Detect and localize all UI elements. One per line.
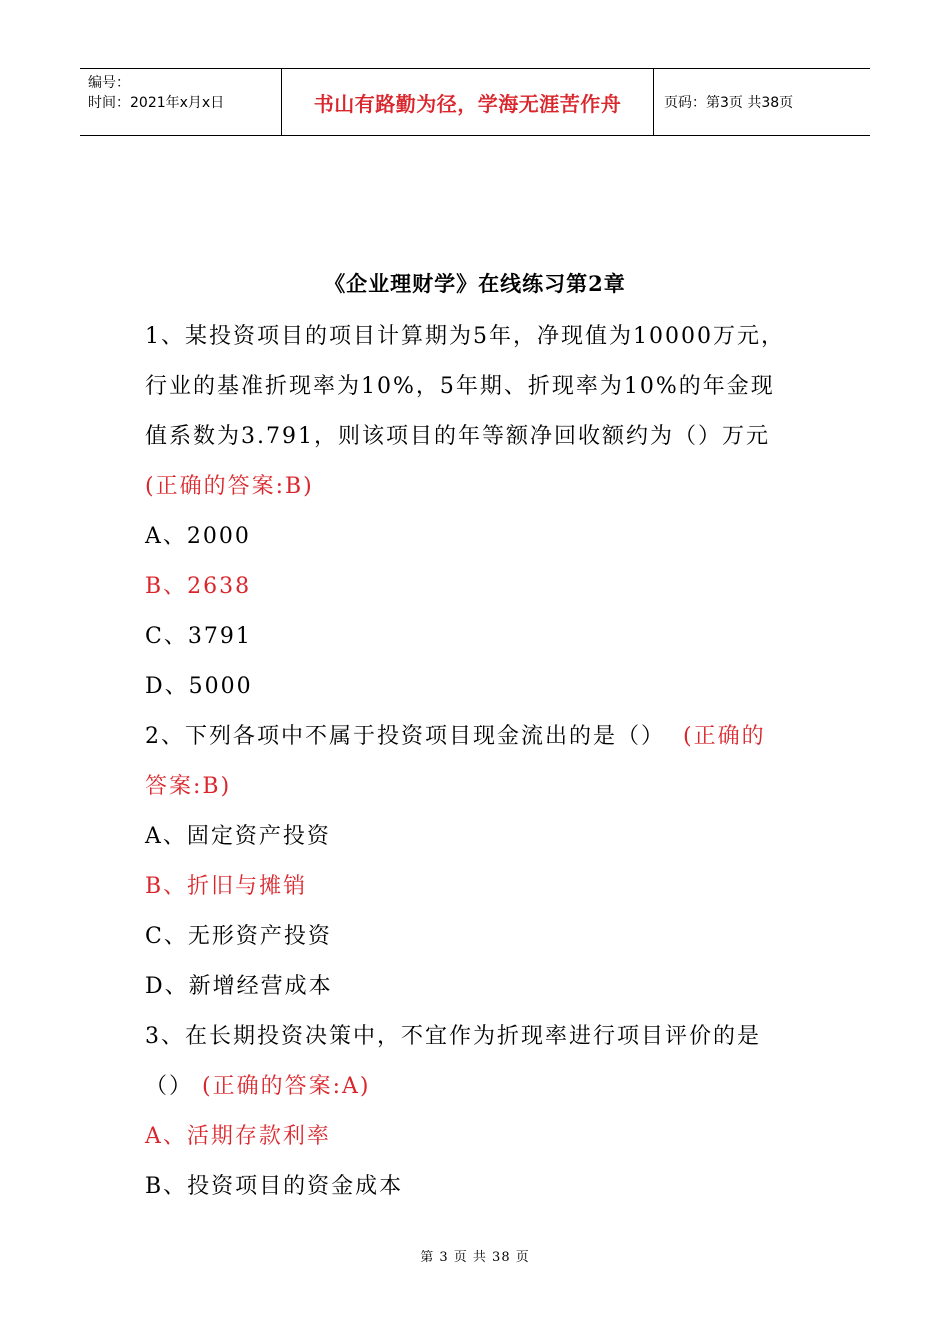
document-title: 《企业理财学》在线练习第2章 (324, 271, 626, 296)
q2-option-a: A、固定资产投资 (145, 824, 331, 849)
q2-text-line-1 (145, 712, 815, 762)
header-meta-cell (80, 69, 282, 135)
question-content (145, 312, 815, 1212)
q1-option-b-correct: B、2638 (145, 574, 252, 599)
q2-answer-part-2: 答案:B) (145, 774, 232, 799)
q1-answer: (正确的答案:B) (145, 474, 314, 499)
q2-answer-part-1: (正确的 (683, 724, 766, 749)
q1-text-line-2: 行业的基准折现率为10%，5年期、折现率为10%的年金现 (145, 374, 775, 399)
q3-question-text: （） (145, 1074, 194, 1099)
header-page-info: 页码：第3页 共38页 (664, 95, 794, 111)
header-date: 时间：2021年x月x日 (88, 95, 225, 111)
q2-option-c: C、无形资产投资 (145, 924, 332, 949)
q3-text-line-2 (145, 1062, 815, 1112)
q3-text-line-1: 3、在长期投资决策中，不宜作为折现率进行项目评价的是 (145, 1024, 761, 1049)
header-motto: 书山有路勤为径，学海无涯苦作舟 (282, 69, 654, 135)
q3-option-a-correct: A、活期存款利率 (145, 1124, 331, 1149)
q2-question-text: 2、下列各项中不属于投资项目现金流出的是（） (145, 724, 665, 749)
q1-text-line-1: 1、某投资项目的项目计算期为5年，净现值为10000万元， (145, 324, 785, 349)
q1-text-line-3: 值系数为3.791，则该项目的年等额净回收额约为（）万元 (145, 424, 770, 449)
q1-option-a: A、2000 (145, 524, 251, 549)
q3-option-b: B、投资项目的资金成本 (145, 1174, 404, 1199)
q1-option-c: C、3791 (145, 624, 252, 649)
page-footer: 第 3 页 共 38 页 (420, 1250, 530, 1265)
q2-option-b-correct: B、折旧与摊销 (145, 874, 308, 899)
q3-answer: (正确的答案:A) (202, 1074, 371, 1099)
page-header (80, 68, 870, 136)
header-number-label: 编号： (88, 75, 130, 91)
q2-option-d: D、新增经营成本 (145, 974, 333, 999)
q1-option-d: D、5000 (145, 674, 253, 699)
